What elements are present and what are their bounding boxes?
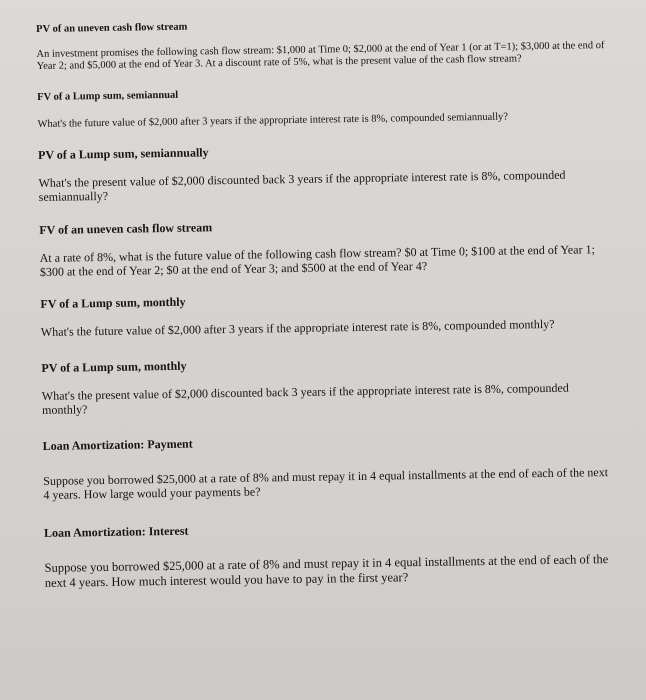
problem-heading: FV of a Lump sum, monthly — [40, 294, 186, 311]
problem-pv-lump-sum-monthly — [41, 352, 612, 417]
problem-text: Suppose you borrowed $25,000 at a rate of 8% and must repay it in 4 equal installments at the end of each of the next 4 years. How much interest would you have to pay in the first year? — [44, 552, 609, 590]
problem-text: What's the present value of $2,000 discounted back 3 years if the appropriate interest rate is 8%, compounded monthly? — [41, 380, 569, 417]
problem-loan-amortization-payment — [43, 430, 614, 502]
problem-text: At a rate of 8%, what is the future value of the following cash flow stream? $0 at Time 0; $100 at the end of Year 1; $300 at the end of Year 2; $0 at the end of Year 3; and $500 at the end of Year 4? — [39, 242, 595, 279]
problem-fv-uneven-cash-flow — [39, 214, 610, 279]
problem-heading: Loan Amortization: Payment — [42, 436, 193, 453]
problem-text: What's the future value of $2,000 after 3 years if the appropriate interest rate is 8%, compounded semiannually? — [37, 111, 509, 130]
problem-text: What's the future value of $2,000 after 3 years if the appropriate interest rate is 8%, compounded monthly? — [40, 316, 555, 339]
problem-list — [36, 13, 615, 609]
problem-text: Suppose you borrowed $25,000 at a rate of 8% and must repay it in 4 equal installments at the end of each of the next 4 years. How large would your payments be? — [43, 465, 609, 502]
problem-fv-lump-sum-monthly — [40, 288, 611, 339]
problem-text: An investment promises the following cash flow stream: $1,000 at Time 0; $2,000 at the end of Year 1 (or at T=1); $3,000 at the end of Year 2; and $5,000 at the end of Year 3. At a discount rate of 5%, what is the present value of the cash flow stream? — [36, 40, 605, 72]
problem-heading: PV of a Lump sum, semiannually — [37, 145, 209, 162]
problem-text: What's the present value of $2,000 discounted back 3 years if the appropriate interest rate is 8%, compounded semiannually? — [38, 167, 566, 204]
problem-heading: PV of a Lump sum, monthly — [41, 358, 187, 375]
problem-pv-uneven-cash-flow — [36, 13, 607, 73]
problem-loan-amortization-interest — [44, 517, 615, 591]
problem-heading: Loan Amortization: Interest — [43, 523, 189, 540]
problem-heading: FV of an uneven cash flow stream — [39, 220, 213, 237]
problem-heading: PV of an uneven cash flow stream — [36, 21, 188, 35]
problem-fv-lump-sum-semiannual — [37, 81, 608, 131]
problem-heading: FV of a Lump sum, semiannual — [37, 89, 179, 103]
problem-pv-lump-sum-semiannually — [38, 139, 609, 204]
